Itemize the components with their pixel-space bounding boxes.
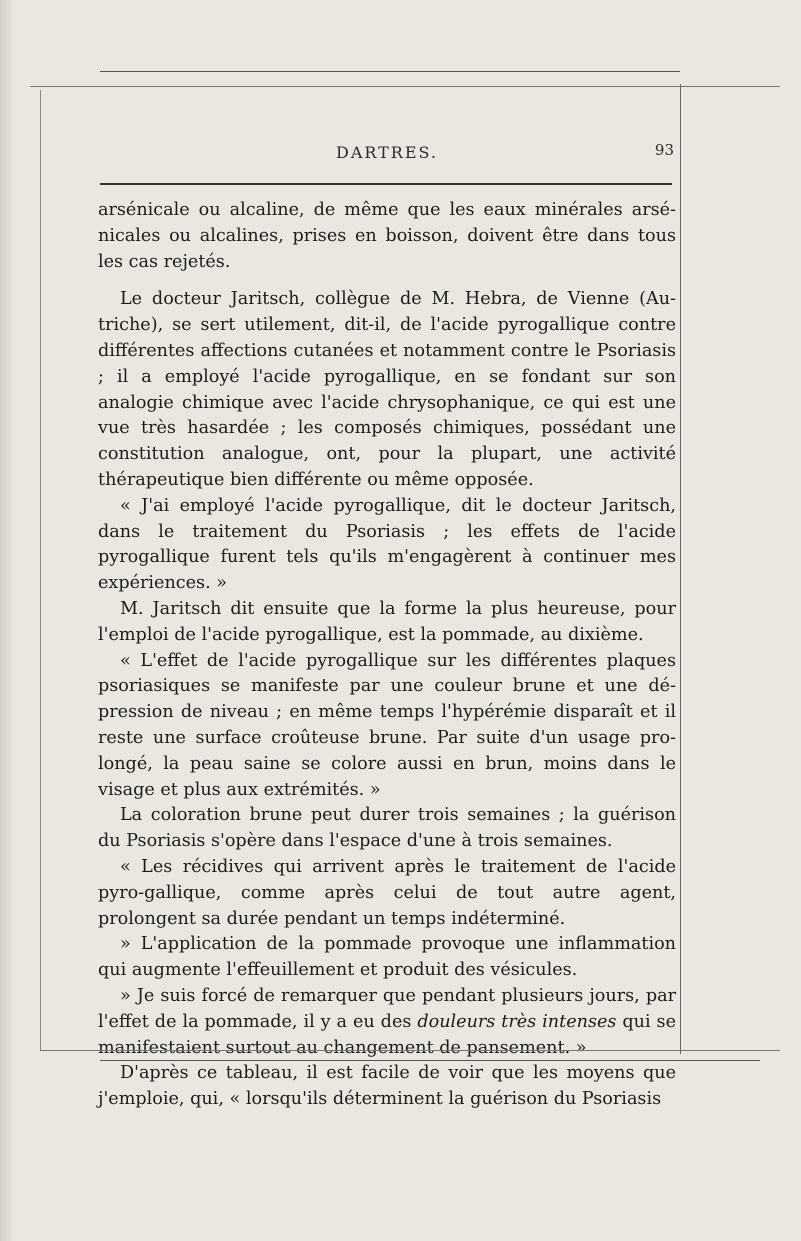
frame-line-left <box>40 90 41 1050</box>
paragraph: « L'effet de l'acide pyrogallique sur les différentes plaques psoriasiques se manifeste par une couleur brune et une dé-pression de niveau ; en même temps l'hypérémie disparaît et il reste une surface croûteuse brune. Par suite d'un usage pro-longé, la peau saine se colore aussi en brun, moins dans le visage et plus aux extrémités. » <box>98 650 676 800</box>
paragraph: « J'ai employé l'acide pyrogallique, dit le docteur Jaritsch, dans le traitement du Psoriasis ; les effets de l'acide pyrogallique furent tels qu'ils m'engagèrent à continuer mes expériences. » <box>98 495 676 594</box>
paragraph: M. Jaritsch dit ensuite que la forme la plus heureuse, pour l'emploi de l'acide pyrogallique, est la pommade, au dixième. <box>98 598 676 645</box>
page-number: 93 <box>654 141 674 159</box>
paragraph: « Les récidives qui arrivent après le traitement de l'acide pyro-gallique, comme après celui de tout autre agent, prolongent sa durée pendant un temps indéterminé. <box>98 856 676 929</box>
emphasis-text: douleurs très intenses <box>417 1011 617 1032</box>
running-title: DARTRES. <box>335 143 439 162</box>
paragraph: D'après ce tableau, il est facile de voir que les moyens que j'emploie, qui, « lorsqu'ils déterminent la guérison du Psoriasis <box>98 1063 676 1110</box>
paragraph: arsénicale ou alcaline, de même que les eaux minérales arsé-nicales ou alcalines, prises en boisson, doivent être dans tous les cas rejetés. <box>98 200 676 272</box>
running-head <box>100 143 674 167</box>
paragraph-text: » Je suis forcé de remarquer que pendant plusieurs jours, par l'effet de la pommade, il y a eu des <box>98 985 676 1032</box>
frame-line-bottom <box>40 1050 780 1051</box>
header-rule <box>100 183 672 185</box>
frame-line-top <box>100 71 680 72</box>
paragraph-text: qui se manifestaient surtout au changement de pansement. » <box>98 1011 676 1058</box>
paragraph: La coloration brune peut durer trois semaines ; la guérison du Psoriasis s'opère dans l'espace d'une à trois semaines. <box>98 805 676 852</box>
paragraph: Le docteur Jaritsch, collègue de M. Hebra, de Vienne (Au-triche), se sert utilement, dit-il, de l'acide pyrogallique contre différentes affections cutanées et notamment contre le Psoriasis ; il a employé l'acide pyrogallique, en se fondant sur son analogie chimique avec l'acide chrysophanique, ce qui est une vue très hasardée ; les composés chimiques, possédant une constitution analogue, ont, pour la plupart, une activité thérapeutique bien différente ou même opposée. <box>98 289 676 490</box>
body-text <box>98 198 676 1113</box>
frame-line-bottom-inner <box>100 1060 760 1061</box>
paragraph: » L'application de la pommade provoque une inflammation qui augmente l'effeuillement et produit des vésicules. <box>98 934 676 981</box>
frame-line-top-outer <box>30 86 780 87</box>
frame-line-right <box>680 84 681 1054</box>
